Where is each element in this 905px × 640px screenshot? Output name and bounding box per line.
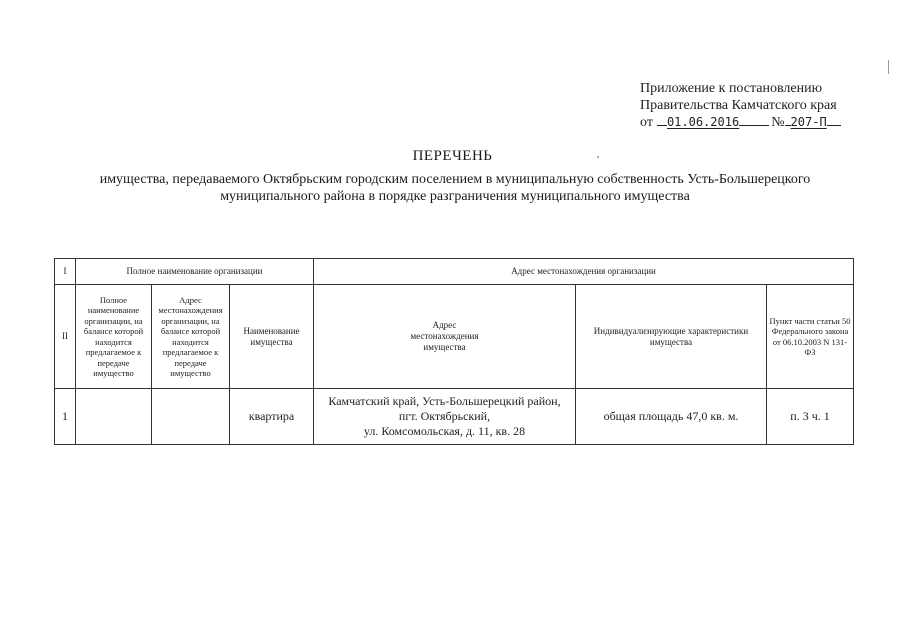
row-num: 1 [55, 389, 76, 445]
approval-line-1: Приложение к постановлению [640, 81, 823, 96]
group-header-row [55, 259, 854, 285]
row-law-clause: п. 3 ч. 1 [767, 389, 854, 445]
row-holder-address [152, 389, 230, 445]
document-subtitle: имущества, передаваемого Октябрьским городским поселением в муниципальную собственность Усть-Большерецкого муниципального района в порядке разграничения муниципального имущества [99, 172, 811, 204]
row-property-address-line3: ул. Комсомольская, д. 11, кв. 28 [363, 424, 526, 438]
group-header-num: I [55, 259, 76, 285]
row-property-name: квартира [230, 389, 314, 445]
row-characteristics: общая площадь 47,0 кв. м. [576, 389, 767, 445]
col-header-property-address [314, 285, 576, 389]
column-header-row [55, 285, 854, 389]
col-header-holder-address: Адрес местонахождения организации, на балансе которой находится предлагаемое к передаче имущество [152, 285, 230, 389]
from-label: от [640, 115, 653, 130]
row-property-address-line2: пгт. Октябрьский, [398, 409, 491, 423]
row-property-address-line1: Камчатский край, Усть-Большерецкий район, [328, 394, 561, 408]
col-header-characteristics: Индивидуализирующие характеристики имущества [576, 285, 767, 389]
row-property-address [314, 389, 576, 445]
table-row [55, 389, 854, 445]
col-header-law-clause: Пункт части статьи 50 Федерального закона от 06.10.2003 N 131-ФЗ [767, 285, 854, 389]
approval-block [640, 80, 870, 131]
scan-speck [597, 156, 599, 158]
approval-date: 01.06.2016 [666, 115, 740, 129]
row-holder-name [76, 389, 152, 445]
approval-line-2: Правительства Камчатского края [640, 98, 837, 113]
approval-number: 207-П [790, 115, 827, 129]
number-label: № [771, 115, 785, 130]
scan-speck [888, 60, 889, 74]
col-header-property-address-text: Адрес местонахождения имущества [410, 320, 479, 352]
col-header-property-name: Наименование имущества [230, 285, 314, 389]
group-header-org-address: Адрес местонахождения организации [314, 259, 854, 285]
document-title: ПЕРЕЧЕНЬ [412, 148, 493, 164]
col-header-holder-name: Полное наименование организации, на балансе которой находится предлагаемое к передаче имущество [76, 285, 152, 389]
col-header-num: II [55, 285, 76, 389]
group-header-org-name: Полное наименование организации [76, 259, 314, 285]
approval-date-number [640, 114, 870, 131]
property-table [54, 258, 854, 445]
